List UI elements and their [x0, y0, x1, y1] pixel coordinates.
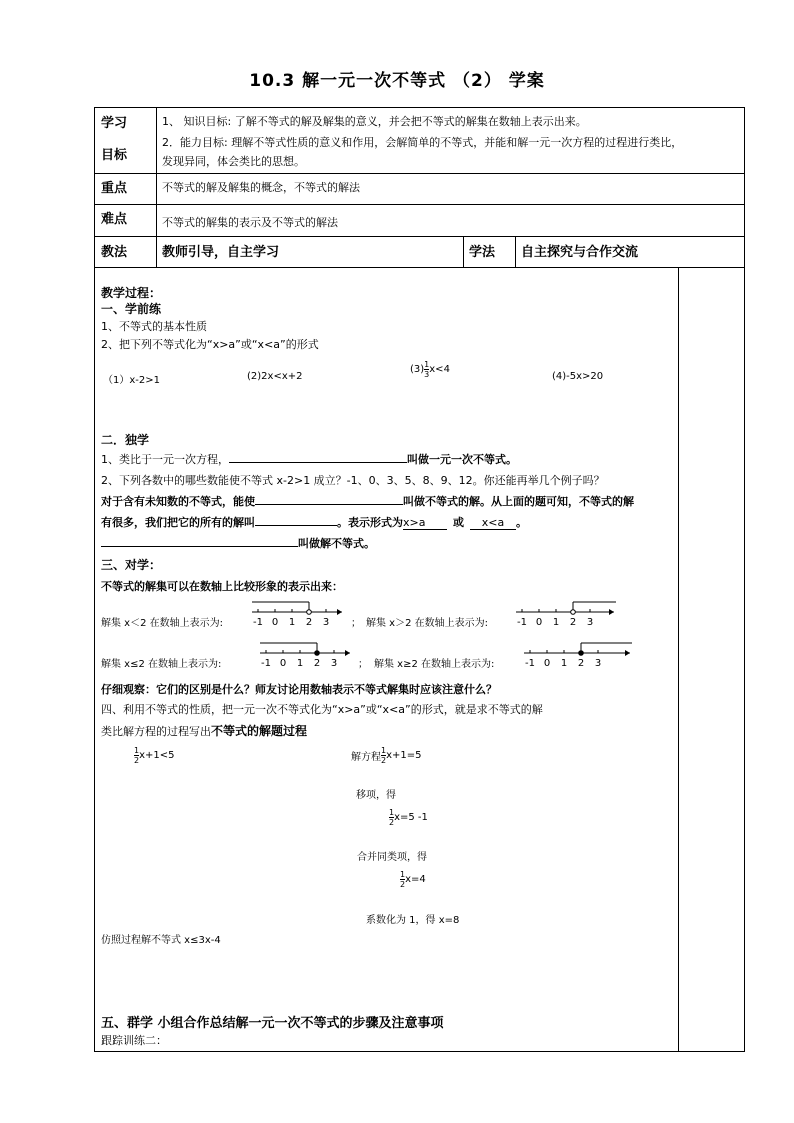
tick-label: 0 [279, 658, 287, 669]
tick-label: 2 [305, 617, 313, 628]
tick-label: 3 [586, 617, 594, 628]
goal-label: 学习 [101, 116, 128, 131]
step-3: 系数化为 1，得 x=8 [366, 915, 460, 926]
numberline-2 [514, 598, 618, 630]
numberline-2-label: 解集 x＞2 在数轴上表示为: [366, 618, 489, 629]
tracking-exercise: 跟踪训练二： [101, 1034, 167, 1047]
fraction-one-half: $\frac{1}{2}$ [134, 746, 140, 765]
tick-label: 0 [535, 617, 543, 628]
table-border-left [94, 107, 95, 1052]
open-dot [571, 610, 576, 615]
tick-label: -1 [261, 658, 271, 669]
tick-label: 2 [313, 658, 321, 669]
axis-arrow [345, 650, 350, 656]
numberline-1 [250, 598, 346, 630]
table-border-right [744, 107, 745, 1052]
process-heading: 教学过程： [101, 286, 162, 300]
imitate-exercise: 仿照过程解不等式 x≤3x-4 [101, 935, 221, 946]
table-col-line [515, 236, 516, 268]
section-3-line-1: 不等式的解集可以在数轴上比较形象的表示出来： [101, 580, 343, 593]
goal-2: 2．能力目标: 理解不等式性质的意义和作用，会解简单的不等式，并能和解一元一次方程的过程进行类比， [162, 136, 683, 149]
tick-label: -1 [253, 617, 263, 628]
section-3-title: 三、对学： [101, 558, 162, 572]
open-dot [307, 610, 312, 615]
goal-label-2: 目标 [101, 148, 128, 163]
section-2-line-3: 对于含有未知数的不等式，能使 叫做不等式的解。从上面的题可知，不等式的解 [101, 495, 634, 508]
exercise-1: （1）x-2>1 [103, 375, 160, 386]
blank [101, 546, 298, 547]
table-col-line [678, 267, 679, 1052]
tick-label: 1 [560, 658, 568, 669]
axis-arrow [625, 650, 630, 656]
numberline-1-label: 解集 x＜2 在数轴上表示为: [101, 618, 224, 629]
tick-label: 1 [288, 617, 296, 628]
step-2-equation: $\frac{1}{2}$ x=4 [400, 870, 426, 889]
difficulty-label: 难点 [101, 212, 128, 227]
tick-label: 1 [296, 658, 304, 669]
section-1-line-1: 1、不等式的基本性质 [101, 320, 207, 333]
axis-arrow [609, 609, 614, 615]
goal-1: 1、 知识目标: 了解不等式的解及解集的意义，并会把不等式的解集在数轴上表示出来。 [162, 115, 587, 128]
key-text: 不等式的解及解集的概念，不等式的解法 [162, 181, 360, 194]
numberline-3 [258, 639, 354, 671]
exercise-2: (2)2x<x+2 [247, 371, 303, 382]
table-row-line [94, 236, 745, 237]
section-4-line-1: 四、利用不等式的性质，把一元一次不等式化为“x>a”或“x<a”的形式，就是求不等式的解 [101, 703, 543, 716]
closed-dot [579, 651, 584, 656]
closed-dot [315, 651, 320, 656]
section-2-line-2: 2、下列各数中的哪些数能使不等式 x-2>1 成立？-1、0、3、5、8、9、12。你还能再举几个例子吗？ [101, 474, 605, 487]
learning-method-label: 学法 [469, 245, 496, 260]
table-border-bottom [94, 1051, 745, 1052]
step-1: 移项，得 [356, 790, 396, 801]
section-2-line-1: 1、类比于一元一次方程， 叫做一元一次不等式。 [101, 453, 517, 466]
step-1-equation: $\frac{1}{2}$ x=5 -1 [389, 808, 428, 827]
exercise-4: (4)-5x>20 [552, 371, 604, 382]
section-2-title: 二．独学 [101, 433, 150, 447]
inequality-example: $\frac{1}{2}$ x+1<5 [134, 746, 175, 765]
tick-label: 0 [543, 658, 551, 669]
table-row-line [94, 267, 745, 268]
tick-label: 1 [552, 617, 560, 628]
difficulty-text: 不等式的解集的表示及不等式的解法 [162, 216, 338, 229]
blank [229, 462, 407, 463]
table-col-line [156, 107, 157, 268]
tick-label: 2 [569, 617, 577, 628]
fraction-one-third: $\frac{1}{3}$ [424, 360, 430, 379]
key-label: 重点 [101, 181, 128, 196]
teaching-method-text: 教师引导，自主学习 [162, 245, 280, 260]
teaching-method-label: 教法 [101, 245, 128, 260]
axis-arrow [337, 609, 342, 615]
tick-label: -1 [517, 617, 527, 628]
page-title: 10.3 解一元一次不等式 （2） 学案 [249, 71, 545, 91]
numberline-4-label: 解集 x≥2 在数轴上表示为: [374, 659, 495, 670]
section-4-line-2: 类比解方程的过程写出不等式的解题过程 [101, 724, 308, 738]
learning-method-text: 自主探究与合作交流 [521, 245, 639, 260]
blank [255, 525, 337, 526]
exercise-3: (3) $\frac{1}{3}$ x<4 [410, 360, 450, 379]
separator: ； [351, 618, 361, 629]
section-2-line-4: 有很多，我们把它的所有的解叫 。表示形式为x>a 或 x<a 。 [101, 516, 527, 529]
table-row-line [94, 173, 745, 174]
numberline-3-label: 解集 x≤2 在数轴上表示为: [101, 659, 222, 670]
tick-label: 3 [330, 658, 338, 669]
section-5-title: 五、群学 小组合作总结解一元一次不等式的步骤及注意事项 [101, 1016, 444, 1031]
step-2: 合并同类项，得 [357, 852, 427, 863]
table-col-line [463, 236, 464, 268]
separator: ； [358, 659, 368, 670]
table-row-line [94, 204, 745, 205]
tick-label: 3 [322, 617, 330, 628]
section-2-line-5: 叫做解不等式。 [101, 535, 375, 551]
blank [255, 504, 403, 505]
tick-label: 3 [594, 658, 602, 669]
equation-example: 解方程 $\frac{1}{2}$ x+1=5 [351, 746, 422, 765]
section-1-line-2: 2、把下列不等式化为“x>a”或“x<a”的形式 [101, 338, 319, 351]
section-1-title: 一、学前练 [101, 302, 162, 316]
tick-label: 2 [577, 658, 585, 669]
tick-label: -1 [525, 658, 535, 669]
section-3-question: 仔细观察：它们的区别是什么？师友讨论用数轴表示不等式解集时应该注意什么？ [101, 683, 497, 696]
numberline-4 [522, 639, 634, 671]
tick-label: 0 [271, 617, 279, 628]
goal-2-cont: 发现异同，体会类比的思想。 [162, 155, 305, 168]
table-border-top [94, 107, 745, 108]
